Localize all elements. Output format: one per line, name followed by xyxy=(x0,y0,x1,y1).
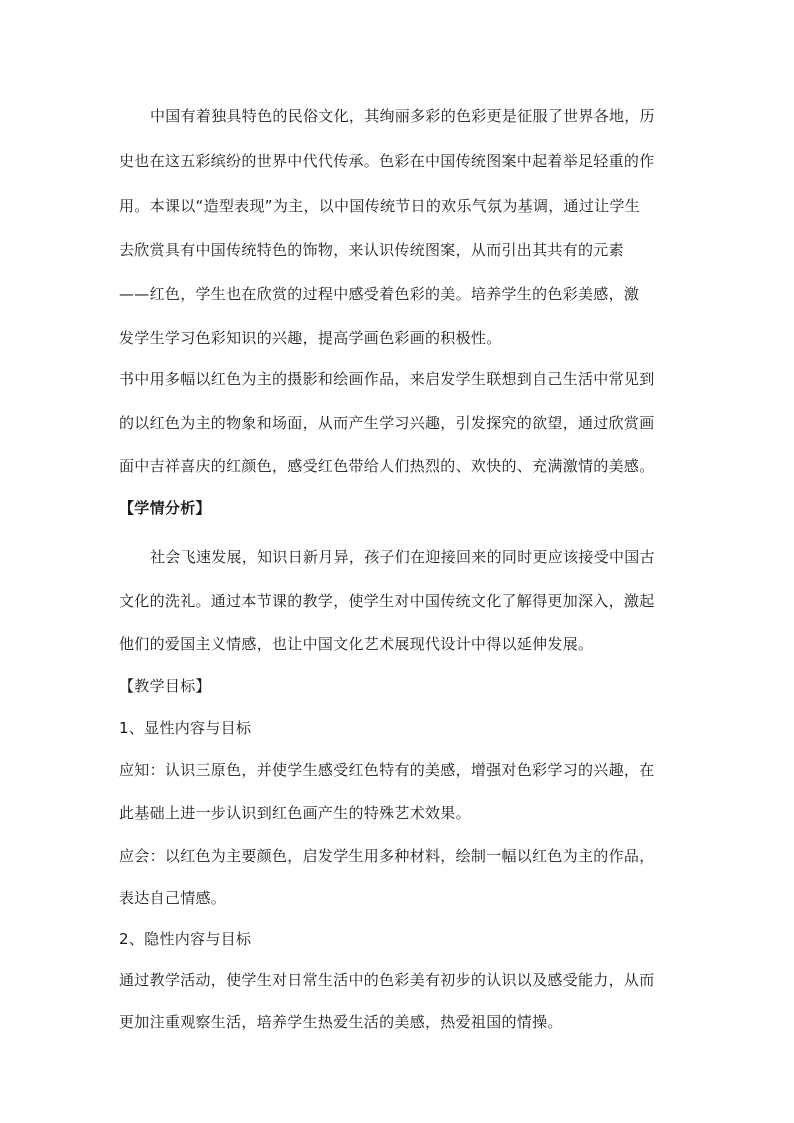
intro-line-4: 去欣赏具有中国传统特色的饰物，来认识传统图案，从而引出其共有的元素 xyxy=(119,241,624,259)
intro-line-5: ——红色，学生也在欣赏的过程中感受着色彩的美。培养学生的色彩美感，激 xyxy=(119,285,640,303)
learning-line-1: 社会飞速发展，知识日新月异，孩子们在迎接回来的同时更应该接受中国古 xyxy=(150,548,655,566)
book-line-1: 书中用多幅以红色为主的摄影和绘画作品，来启发学生联想到自己生活中常见到 xyxy=(119,370,655,388)
goal-1-know-line-2: 此基础上进一步认识到红色画产生的特殊艺术效果。 xyxy=(119,804,471,822)
teaching-goals-heading: 【教学目标】 xyxy=(119,677,211,695)
book-line-2: 的以红色为主的物象和场面，从而产生学习兴趣，引发探究的欲望，通过欣赏画 xyxy=(119,414,655,432)
goal-1-can-line-2: 表达自己情感。 xyxy=(119,889,227,907)
goal-2-heading: 2、隐性内容与目标 xyxy=(119,930,252,948)
intro-line-6: 发学生学习色彩知识的兴趣，提高学画色彩画的积极性。 xyxy=(119,329,502,347)
goal-1-can-line-1: 应会：以红色为主要颜色，启发学生用多种材料，绘制一幅以红色为主的作品， xyxy=(119,847,655,865)
learning-analysis-heading: 【学情分析】 xyxy=(119,499,211,517)
learning-line-2: 文化的洗礼。通过本节课的教学，使学生对中国传统文化了解得更加深入，激起 xyxy=(119,592,655,610)
intro-line-1: 中国有着独具特色的民俗文化，其绚丽多彩的色彩更是征服了世界各地，历 xyxy=(150,107,655,125)
intro-line-3: 用。本课以“造型表现”为主，以中国传统节日的欢乐气氛为基调，通过让学生 xyxy=(119,197,641,215)
goal-2-line-1: 通过教学活动，使学生对日常生活中的色彩美有初步的认识以及感受能力，从而 xyxy=(119,971,655,989)
learning-line-3: 他们的爱国主义情感，也让中国文化艺术展现代设计中得以延伸发展。 xyxy=(119,635,594,653)
intro-line-2: 史也在这五彩缤纷的世界中代代传承。色彩在中国传统图案中起着举足轻重的作 xyxy=(119,152,655,170)
goal-1-know-line-1: 应知：认识三原色，并使学生感受红色特有的美感，增强对色彩学习的兴趣，在 xyxy=(119,761,655,779)
goal-1-heading: 1、显性内容与目标 xyxy=(119,719,252,737)
book-line-3: 面中吉祥喜庆的红颜色，感受红色带给人们热烈的、欢快的、充满激情的美感。 xyxy=(119,457,655,475)
goal-2-line-2: 更加注重观察生活，培养学生热爱生活的美感，热爱祖国的情操。 xyxy=(119,1013,563,1031)
